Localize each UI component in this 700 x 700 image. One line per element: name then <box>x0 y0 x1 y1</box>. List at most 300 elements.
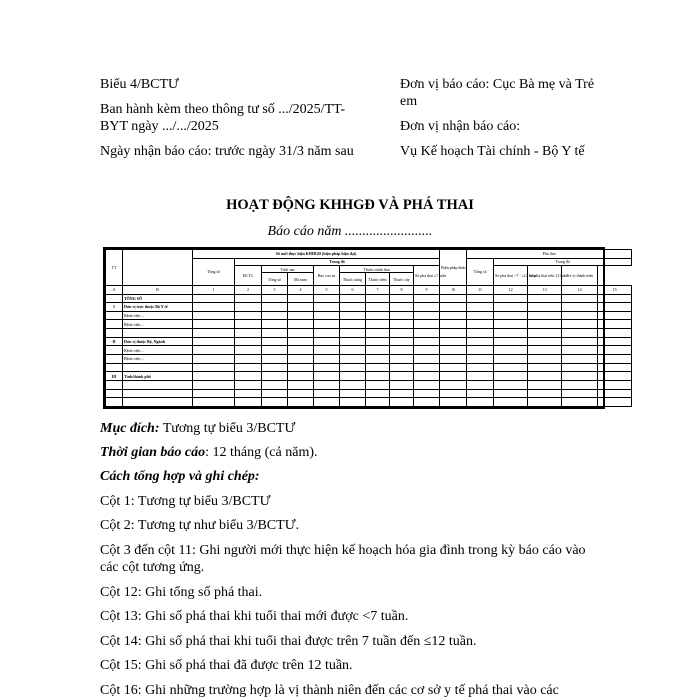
table-cell <box>262 354 288 363</box>
table-cell <box>193 329 235 338</box>
table-cell <box>390 311 414 320</box>
table-cell <box>467 337 494 346</box>
table-cell <box>262 337 288 346</box>
table-cell <box>598 303 632 312</box>
table-cell <box>314 320 340 329</box>
table-cell <box>562 346 598 355</box>
table-cell <box>314 398 340 407</box>
header-left-2: Ban hành kèm theo thông tư số .../2025/TT- <box>100 102 346 117</box>
table-cell <box>562 372 598 381</box>
table-cell <box>193 303 235 312</box>
table-cell <box>288 337 314 346</box>
table-cell <box>262 372 288 381</box>
table-cell <box>262 346 288 355</box>
table-cell <box>193 337 235 346</box>
table-cell <box>288 363 314 372</box>
table-cell <box>340 303 366 312</box>
table-row <box>106 346 632 355</box>
table-cell <box>193 311 235 320</box>
table-cell <box>366 303 390 312</box>
col-num: 7 <box>366 285 390 294</box>
table-cell <box>235 303 262 312</box>
table-cell <box>562 354 598 363</box>
table-cell <box>494 346 528 355</box>
table-cell <box>390 380 414 389</box>
table-cell <box>288 354 314 363</box>
table-cell <box>235 389 262 398</box>
table-cell <box>528 320 562 329</box>
table-cell <box>193 372 235 381</box>
col-num: 5 <box>314 285 340 294</box>
col-bp-khac-header: Biện pháp khác <box>440 250 467 286</box>
table-cell <box>390 329 414 338</box>
table-cell <box>598 346 632 355</box>
period-label: Thời gian báo cáo <box>100 445 206 460</box>
table-cell <box>467 311 494 320</box>
col-triet-san-header: Triệt sản <box>262 266 314 273</box>
table-cell <box>340 346 366 355</box>
table-cell <box>314 363 340 372</box>
table-cell <box>528 389 562 398</box>
table-cell <box>440 329 467 338</box>
table-cell <box>235 329 262 338</box>
table-cell <box>390 389 414 398</box>
table-cell <box>598 311 632 320</box>
table-cell <box>366 380 390 389</box>
col-num: 11 <box>467 285 494 294</box>
table-cell <box>528 380 562 389</box>
header-right-3: Đơn vị nhận báo cáo: <box>400 119 521 134</box>
report-table <box>103 247 617 409</box>
table-cell <box>288 294 314 303</box>
table-cell <box>390 346 414 355</box>
row-label: Bệnh viện ... <box>123 346 193 355</box>
col-thuoc-cay: Thuốc cấy <box>390 273 414 285</box>
table-cell <box>314 311 340 320</box>
table-cell <box>528 372 562 381</box>
table-cell <box>262 320 288 329</box>
table-cell <box>288 372 314 381</box>
header-right-1: Đơn vị báo cáo: Cục Bà mẹ và Trẻ <box>400 77 595 92</box>
table-cell <box>494 311 528 320</box>
period-line <box>100 444 605 461</box>
table-cell <box>390 363 414 372</box>
table-cell <box>340 363 366 372</box>
table-cell <box>390 320 414 329</box>
body-line-4: các cột tương ứng. <box>100 560 205 575</box>
table-cell <box>562 303 598 312</box>
table-cell <box>235 294 262 303</box>
header-left-3: BYT ngày .../.../2025 <box>100 119 219 134</box>
table-cell <box>414 294 440 303</box>
table-cell <box>340 311 366 320</box>
table-cell <box>494 329 528 338</box>
table-cell <box>494 398 528 407</box>
table-cell <box>467 398 494 407</box>
table-cell <box>598 389 632 398</box>
table-cell <box>414 380 440 389</box>
table-cell <box>366 389 390 398</box>
table-cell <box>288 389 314 398</box>
table-cell <box>528 398 562 407</box>
table-cell <box>562 320 598 329</box>
row-label <box>123 363 193 372</box>
table-cell <box>414 354 440 363</box>
col-tt-header: TT <box>106 250 123 286</box>
table-cell <box>440 363 467 372</box>
table-cell <box>288 398 314 407</box>
table-cell <box>562 311 598 320</box>
row-label: Tỉnh/thành phố <box>123 372 193 381</box>
table-cell <box>193 354 235 363</box>
table-cell <box>366 354 390 363</box>
row-label <box>123 380 193 389</box>
report-title: HOẠT ĐỘNG KHHGĐ VÀ PHÁ THAI <box>226 197 474 213</box>
table-cell <box>414 311 440 320</box>
table-cell <box>235 380 262 389</box>
table-cell <box>598 380 632 389</box>
table-cell <box>598 354 632 363</box>
row-tt <box>106 329 123 338</box>
table-cell <box>467 372 494 381</box>
row-label <box>123 389 193 398</box>
row-tt <box>106 380 123 389</box>
table-cell <box>414 337 440 346</box>
body-line-7: Cột 14: Ghi số phá thai khi tuổi thai được trên 7 tuần đến ≤12 tuần. <box>100 634 477 649</box>
table-cell <box>562 329 598 338</box>
table-cell <box>366 329 390 338</box>
row-tt <box>106 389 123 398</box>
table-cell <box>193 380 235 389</box>
table-cell <box>440 354 467 363</box>
row-tt <box>106 398 123 407</box>
purpose-label: Mục đích: <box>100 421 160 436</box>
column-number-row <box>106 285 632 294</box>
table-cell <box>414 320 440 329</box>
table-cell <box>314 372 340 381</box>
table-cell <box>494 337 528 346</box>
row-label <box>123 329 193 338</box>
table-cell <box>440 380 467 389</box>
table-cell <box>235 363 262 372</box>
table-cell <box>288 346 314 355</box>
row-tt <box>106 346 123 355</box>
table-cell <box>390 372 414 381</box>
body-line-6: Cột 13: Ghi số phá thai khi tuổi thai mới được <7 tuần. <box>100 609 409 624</box>
table-cell <box>235 320 262 329</box>
row-tt <box>106 320 123 329</box>
table-cell <box>467 363 494 372</box>
table-cell <box>440 398 467 407</box>
table-cell <box>598 320 632 329</box>
table-cell <box>314 354 340 363</box>
header-right-2: em <box>400 94 418 109</box>
table-cell <box>598 363 632 372</box>
table-cell <box>262 363 288 372</box>
table-cell <box>494 303 528 312</box>
table-row <box>106 372 632 381</box>
table-row <box>106 303 632 312</box>
table-cell <box>314 337 340 346</box>
table-cell <box>494 320 528 329</box>
table-cell <box>366 294 390 303</box>
col-num: 15 <box>598 285 632 294</box>
table-cell <box>528 294 562 303</box>
table-cell <box>366 398 390 407</box>
table-cell <box>262 398 288 407</box>
table-cell <box>528 346 562 355</box>
table-cell <box>467 303 494 312</box>
table-cell <box>440 294 467 303</box>
table-cell <box>440 372 467 381</box>
period-text: : 12 tháng (cả năm). <box>205 445 318 460</box>
table-cell <box>528 311 562 320</box>
table-cell <box>314 389 340 398</box>
table-cell <box>467 294 494 303</box>
body-line-5: Cột 12: Ghi tổng số phá thai. <box>100 585 263 600</box>
table-cell <box>414 389 440 398</box>
table-cell <box>562 398 598 407</box>
col-num: 9 <box>414 285 440 294</box>
col-thuoc-header: Thuốc tránh thai <box>340 266 414 273</box>
group-khhgd-header: Số mới thực hiện KHHGĐ (biện pháp hiện đại) <box>193 250 440 259</box>
body-line-3: Cột 3 đến cột 11: Ghi người mới thực hiện kế hoạch hóa gia đình trong kỳ báo cáo vào <box>100 543 586 558</box>
table-cell <box>467 380 494 389</box>
table-cell <box>288 311 314 320</box>
table-cell <box>262 329 288 338</box>
table-cell <box>414 398 440 407</box>
table-cell <box>340 389 366 398</box>
table-cell <box>340 329 366 338</box>
table-cell <box>494 363 528 372</box>
col-num: 1 <box>193 285 235 294</box>
table-cell <box>193 363 235 372</box>
col-num: 12 <box>494 285 528 294</box>
table-cell <box>366 337 390 346</box>
method-heading: Cách tổng hợp và ghi chép: <box>100 469 260 484</box>
pt-sub-header: Trong đó <box>494 258 632 265</box>
table-cell <box>467 320 494 329</box>
table-cell <box>366 363 390 372</box>
table-cell <box>314 294 340 303</box>
table-cell <box>340 320 366 329</box>
table-cell <box>562 363 598 372</box>
table-cell <box>366 311 390 320</box>
table-cell <box>235 346 262 355</box>
group-pha-thai-header: Phá thai <box>467 250 632 259</box>
table-cell <box>528 329 562 338</box>
col-pt-7-12-header: Số phá thai >7 - ≤12 tuần <box>494 266 528 286</box>
table-cell <box>440 311 467 320</box>
table-cell <box>598 398 632 407</box>
header-left-4: Ngày nhận báo cáo: trước ngày 31/3 năm sau <box>100 144 354 159</box>
body-line-1: Cột 1: Tương tự biểu 3/BCTƯ <box>100 494 271 509</box>
row-label: TỔNG SỐ <box>123 294 193 303</box>
table-cell <box>494 380 528 389</box>
row-tt <box>106 294 123 303</box>
table-cell <box>366 346 390 355</box>
table-row <box>106 363 632 372</box>
khhgd-sub-header: Trong đó <box>235 258 440 265</box>
row-tt <box>106 363 123 372</box>
col-dctc-header: DCTC <box>235 266 262 286</box>
table-cell <box>390 294 414 303</box>
table-cell <box>414 329 440 338</box>
row-label: Đơn vị trực thuộc Bộ Y tế <box>123 303 193 312</box>
table-cell <box>494 389 528 398</box>
table-cell <box>528 303 562 312</box>
table-cell <box>562 389 598 398</box>
row-label: Đơn vị thuộc Bộ, Ngành <box>123 337 193 346</box>
table-cell <box>288 329 314 338</box>
table-cell <box>390 337 414 346</box>
col-num: 4 <box>288 285 314 294</box>
row-label: Bệnh viện ... <box>123 354 193 363</box>
table-cell <box>467 329 494 338</box>
col-thuoc-uong: Thuốc uống <box>340 273 366 285</box>
table-cell <box>193 346 235 355</box>
col-pt-total-header: Tổng số <box>467 258 494 285</box>
table-cell <box>414 363 440 372</box>
table-cell <box>193 320 235 329</box>
row-label <box>123 398 193 407</box>
table-row <box>106 398 632 407</box>
table-cell <box>262 294 288 303</box>
table-cell <box>235 354 262 363</box>
table-cell <box>262 389 288 398</box>
table-cell <box>288 303 314 312</box>
table-cell <box>390 354 414 363</box>
table-cell <box>314 329 340 338</box>
col-thuoc-tiem: Thuốc tiêm <box>366 273 390 285</box>
table-cell <box>366 372 390 381</box>
table-row <box>106 380 632 389</box>
table-cell <box>598 337 632 346</box>
col-num: A <box>106 285 123 294</box>
table-row <box>106 337 632 346</box>
table-cell <box>494 354 528 363</box>
table-cell <box>467 354 494 363</box>
report-subtitle: Báo cáo năm ......................... <box>267 224 433 239</box>
col-num: 10 <box>440 285 467 294</box>
table-cell <box>340 398 366 407</box>
table-cell <box>467 346 494 355</box>
row-label: Bệnh viện ... <box>123 311 193 320</box>
body-line-8: Cột 15: Ghi số phá thai đã được trên 12 tuần. <box>100 658 353 673</box>
col-pt-gt12-header: Số phá thai trên 12 tuần <box>528 266 562 286</box>
table-cell <box>235 398 262 407</box>
col-bao-cao-su-header: Bao cao su <box>314 266 340 286</box>
table-cell <box>288 380 314 389</box>
table-cell <box>314 303 340 312</box>
col-num: 8 <box>390 285 414 294</box>
col-unit-header <box>123 250 193 286</box>
table-cell <box>340 354 366 363</box>
row-tt <box>106 311 123 320</box>
table-cell <box>262 380 288 389</box>
table-cell <box>440 303 467 312</box>
table-cell <box>340 337 366 346</box>
purpose-line <box>100 420 605 437</box>
table-cell <box>262 311 288 320</box>
table-cell <box>562 337 598 346</box>
col-num: 13 <box>528 285 562 294</box>
table-cell <box>414 372 440 381</box>
row-label: Bệnh viện ... <box>123 320 193 329</box>
col-num: B <box>123 285 193 294</box>
col-num: 3 <box>262 285 288 294</box>
table-cell <box>440 320 467 329</box>
table-row <box>106 329 632 338</box>
table-cell <box>414 346 440 355</box>
table-cell <box>528 363 562 372</box>
table-cell <box>235 372 262 381</box>
body-line-9: Cột 16: Ghi những trường hợp là vị thành niên đến các cơ sở y tế phá thai vào các <box>100 683 559 698</box>
col-num: 2 <box>235 285 262 294</box>
col-triet-san-nam: Đã nam <box>288 273 314 285</box>
body-line-2: Cột 2: Tương tự như biểu 3/BCTƯ. <box>100 518 300 533</box>
table-cell <box>288 320 314 329</box>
table-cell <box>193 398 235 407</box>
table-row <box>106 354 632 363</box>
table-cell <box>528 337 562 346</box>
table-cell <box>340 372 366 381</box>
col-triet-san-total: Tổng số <box>262 273 288 285</box>
table-cell <box>598 372 632 381</box>
row-tt <box>106 354 123 363</box>
table-cell <box>440 346 467 355</box>
table-cell <box>314 380 340 389</box>
table-cell <box>562 380 598 389</box>
table-cell <box>440 337 467 346</box>
table-cell <box>467 389 494 398</box>
table-cell <box>366 320 390 329</box>
table-cell <box>235 337 262 346</box>
table-cell <box>390 303 414 312</box>
table-cell <box>598 294 632 303</box>
col-num: 14 <box>562 285 598 294</box>
table-cell <box>414 303 440 312</box>
col-num: 6 <box>340 285 366 294</box>
header-left-1: Biểu 4/BCTƯ <box>100 77 179 92</box>
purpose-text: Tương tự biểu 3/BCTƯ <box>159 421 296 436</box>
table-cell <box>193 389 235 398</box>
row-tt: I <box>106 303 123 312</box>
table-cell <box>598 329 632 338</box>
col-total-header: Tổng số <box>193 258 235 285</box>
table-cell <box>562 294 598 303</box>
table-cell <box>235 311 262 320</box>
table-row <box>106 389 632 398</box>
table-cell <box>193 294 235 303</box>
table-cell <box>340 380 366 389</box>
table-row <box>106 311 632 320</box>
row-tt: II <box>106 337 123 346</box>
table-cell <box>390 398 414 407</box>
table-cell <box>528 354 562 363</box>
table-cell <box>494 294 528 303</box>
table-cell <box>314 346 340 355</box>
table-cell <box>340 294 366 303</box>
header-right-4: Vụ Kế hoạch Tài chính - Bộ Y tế <box>400 144 585 159</box>
table-cell <box>494 372 528 381</box>
table-row <box>106 294 632 303</box>
row-tt: III <box>106 372 123 381</box>
table-cell <box>440 389 467 398</box>
col-pt-vtn-header: Trẻ vị thành niên <box>562 266 598 286</box>
table-cell <box>262 303 288 312</box>
col-pt-le7-header: Số phá thai ≤7 tuần <box>414 266 440 286</box>
